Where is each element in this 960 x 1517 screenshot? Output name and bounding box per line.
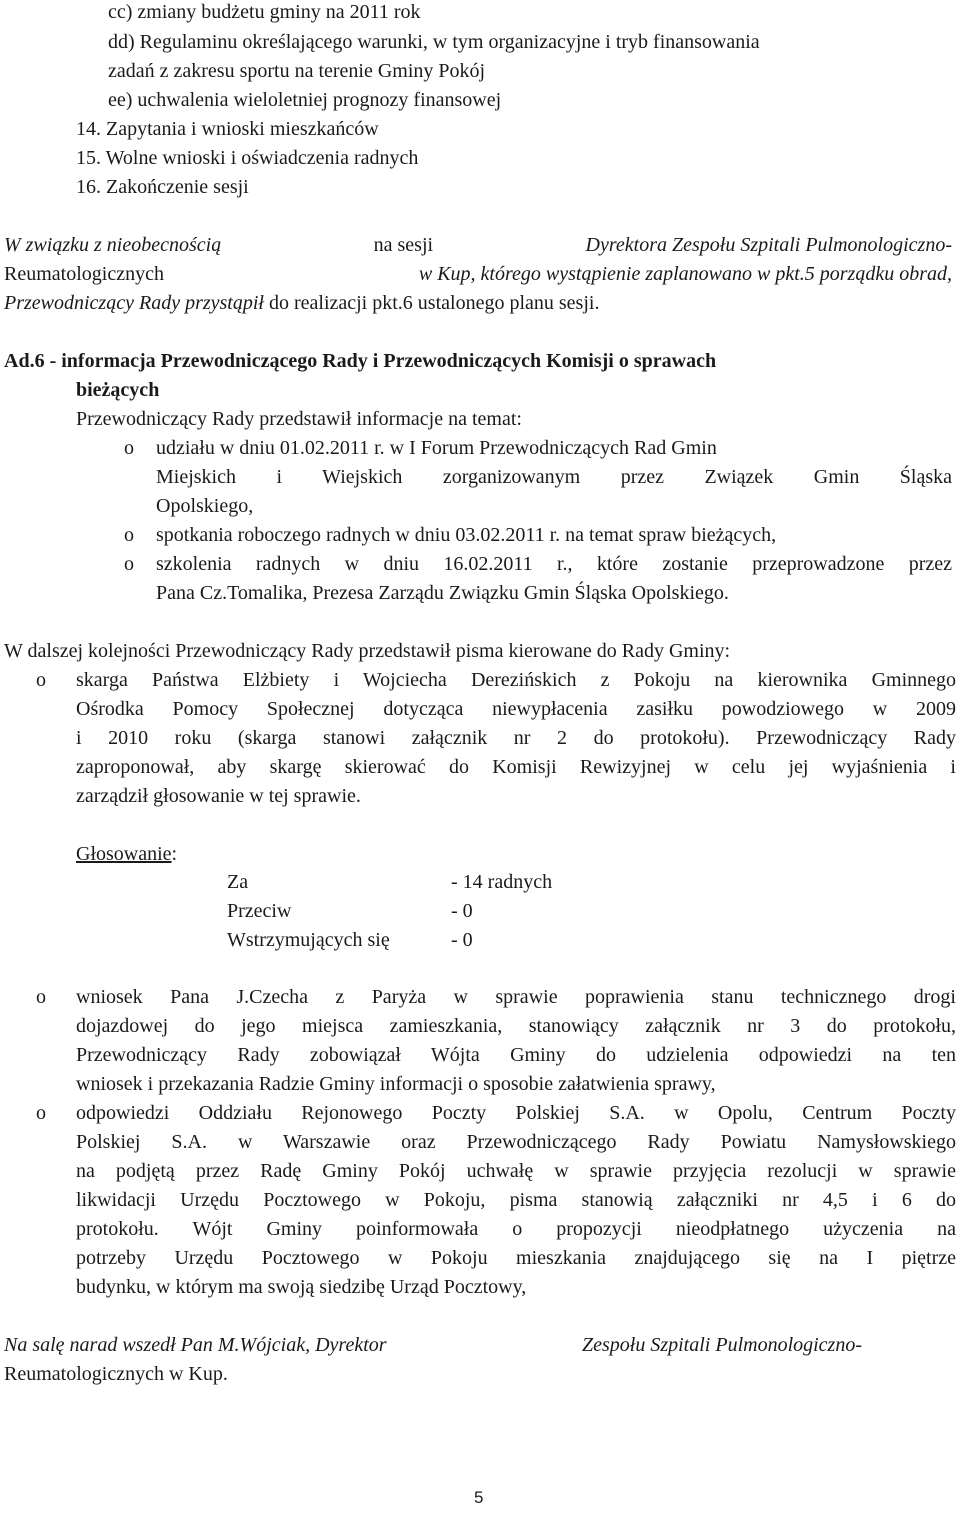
intro-text: Dyrektora Zespołu Szpitali Pulmonologiczno-	[585, 234, 952, 256]
intro-text: do realizacji pkt.6 ustalonego planu sesji.	[268, 292, 600, 314]
letter-1-line: zarządził głosowanie w tej sprawie.	[76, 785, 361, 807]
ad6-heading-cont: bieżących	[76, 379, 160, 401]
intro-line-3	[4, 291, 599, 315]
intro-text: W związku z nieobecnością	[4, 234, 222, 256]
bullet-marker: o	[124, 524, 134, 546]
agenda-item-ee: ee) uchwalenia wieloletniej prognozy finansowej	[108, 89, 502, 111]
vote-value-przeciw: - 0	[451, 900, 473, 922]
closing-line-1b: Zespołu Szpitali Pulmonologiczno-	[582, 1334, 862, 1356]
ad6-bullet-1-cont: Miejskich i Wiejskich zorganizowanym przez Związek Gmin Śląska	[156, 466, 952, 488]
ad6-bullet-1-cont: Opolskiego,	[156, 495, 254, 517]
bullet-marker: o	[36, 669, 46, 691]
agenda-item-dd-cont: zadań z zakresu sportu na terenie Gminy Pokój	[108, 60, 486, 82]
letter-2-line: Przewodniczący Rady zobowiązał Wójta Gminy do udzielenia odpowiedzi na ten	[76, 1044, 956, 1066]
bullet-marker: o	[36, 986, 46, 1008]
agenda-item-dd: dd) Regulaminu określającego warunki, w tym organizacyjne i tryb finansowania	[108, 31, 760, 53]
letter-1-line: skarga Państwa Elżbiety i Wojciecha Derezińskich z Pokoju na kierownika Gminnego	[76, 669, 956, 691]
ad6-bullet-2: spotkania roboczego radnych w dniu 03.02.2011 r. na temat spraw bieżących,	[156, 524, 777, 546]
bullet-marker: o	[36, 1102, 46, 1124]
bullet-marker: o	[124, 553, 134, 575]
ad6-lead: Przewodniczący Rady przedstawił informacje na temat:	[76, 408, 522, 430]
vote-value-za: - 14 radnych	[451, 871, 553, 893]
agenda-item-cc: cc) zmiany budżetu gminy na 2011 rok	[108, 1, 421, 23]
vote-value-wstrzymujacych: - 0	[451, 929, 473, 951]
letter-2-line: dojazdowej do jego miejsca zamieszkania, stanowiący załącznik nr 3 do protokołu,	[76, 1015, 956, 1037]
letter-2-line: wniosek i przekazania Radzie Gminy informacji o sposobie załatwienia sprawy,	[76, 1073, 716, 1095]
vote-label-przeciw: Przeciw	[227, 900, 292, 922]
closing-line-2: Reumatologicznych w Kup.	[4, 1363, 228, 1385]
agenda-item-14: 14. Zapytania i wnioski mieszkańców	[76, 118, 379, 140]
intro-text: w Kup, którego wystąpienie zaplanowano w pkt.5 porządku obrad,	[418, 263, 952, 285]
letter-3-line: na podjętą przez Radę Gminy Pokój uchwałę w sprawie przyjęcia rezolucji w sprawie	[76, 1160, 956, 1182]
bullet-marker: o	[124, 437, 134, 459]
ad6-heading: Ad.6 - informacja Przewodniczącego Rady i Przewodniczących Komisji o sprawach	[4, 350, 717, 372]
letter-3-line: budynku, w którym ma swoją siedzibę Urząd Pocztowy,	[76, 1276, 527, 1298]
letter-2-line: wniosek Pana J.Czecha z Paryża w sprawie poprawienia stanu technicznego drogi	[76, 986, 956, 1008]
letter-1-line: Ośrodka Pomocy Społecznej dotycząca niewypłacenia zasiłku powodziowego w 2009	[76, 698, 956, 720]
letter-3-line: odpowiedzi Oddziału Rejonowego Poczty Polskiej S.A. w Opolu, Centrum Poczty	[76, 1102, 956, 1124]
vote-label-wstrzymujacych: Wstrzymujących się	[227, 929, 390, 951]
intro-line-2	[4, 262, 952, 286]
agenda-item-15: 15. Wolne wnioski i oświadczenia radnych	[76, 147, 419, 169]
ad6-bullet-1-line: udziału w dniu 01.02.2011 r. w I Forum Przewodniczących Rad Gmin	[156, 437, 717, 459]
letter-3-line: likwidacji Urzędu Pocztowego w Pokoju, pisma stanowią załączniki nr 4,5 i 6 do	[76, 1189, 956, 1211]
intro-text: Reumatologicznych	[4, 263, 164, 285]
letter-1-line: zaproponował, aby skargę skierować do Komisji Rewizyjnej w celu jej wyjaśnienia i	[76, 756, 956, 778]
vote-heading	[76, 842, 177, 866]
letter-3-line: protokołu. Wójt Gminy poinformowała o propozycji nieodpłatnego użyczenia na	[76, 1218, 956, 1240]
page-number: 5	[474, 1488, 484, 1507]
vote-label-za: Za	[227, 871, 249, 893]
letter-3-line: potrzeby Urzędu Pocztowego w Pokoju mieszkania znajdującego się na I piętrze	[76, 1247, 956, 1269]
intro-text: na sesji	[373, 234, 434, 256]
letters-lead: W dalszej kolejności Przewodniczący Rady przedstawił pisma kierowane do Rady Gminy:	[4, 640, 731, 662]
ad6-bullet-3-cont: Pana Cz.Tomalika, Prezesa Zarządu Związku Gmin Śląska Opolskiego.	[156, 582, 729, 604]
letter-1-line: i 2010 roku (skarga stanowi załącznik nr 2 do protokołu). Przewodniczący Rady	[76, 727, 956, 749]
vote-heading-label: Głosowanie	[76, 843, 172, 865]
intro-line-1	[4, 233, 952, 257]
agenda-item-16: 16. Zakończenie sesji	[76, 176, 249, 198]
ad6-bullet-3: szkolenia radnych w dniu 16.02.2011 r., które zostanie przeprowadzone przez	[156, 553, 952, 575]
intro-text: Przewodniczący Rady przystąpił	[4, 292, 264, 314]
letter-3-line: Polskiej S.A. w Warszawie oraz Przewodniczącego Rady Powiatu Namysłowskiego	[76, 1131, 956, 1153]
closing-line-1a: Na salę narad wszedł Pan M.Wójciak, Dyrektor	[4, 1334, 387, 1356]
vote-heading-colon: :	[171, 843, 178, 865]
ad6-bullet-1	[156, 436, 952, 460]
